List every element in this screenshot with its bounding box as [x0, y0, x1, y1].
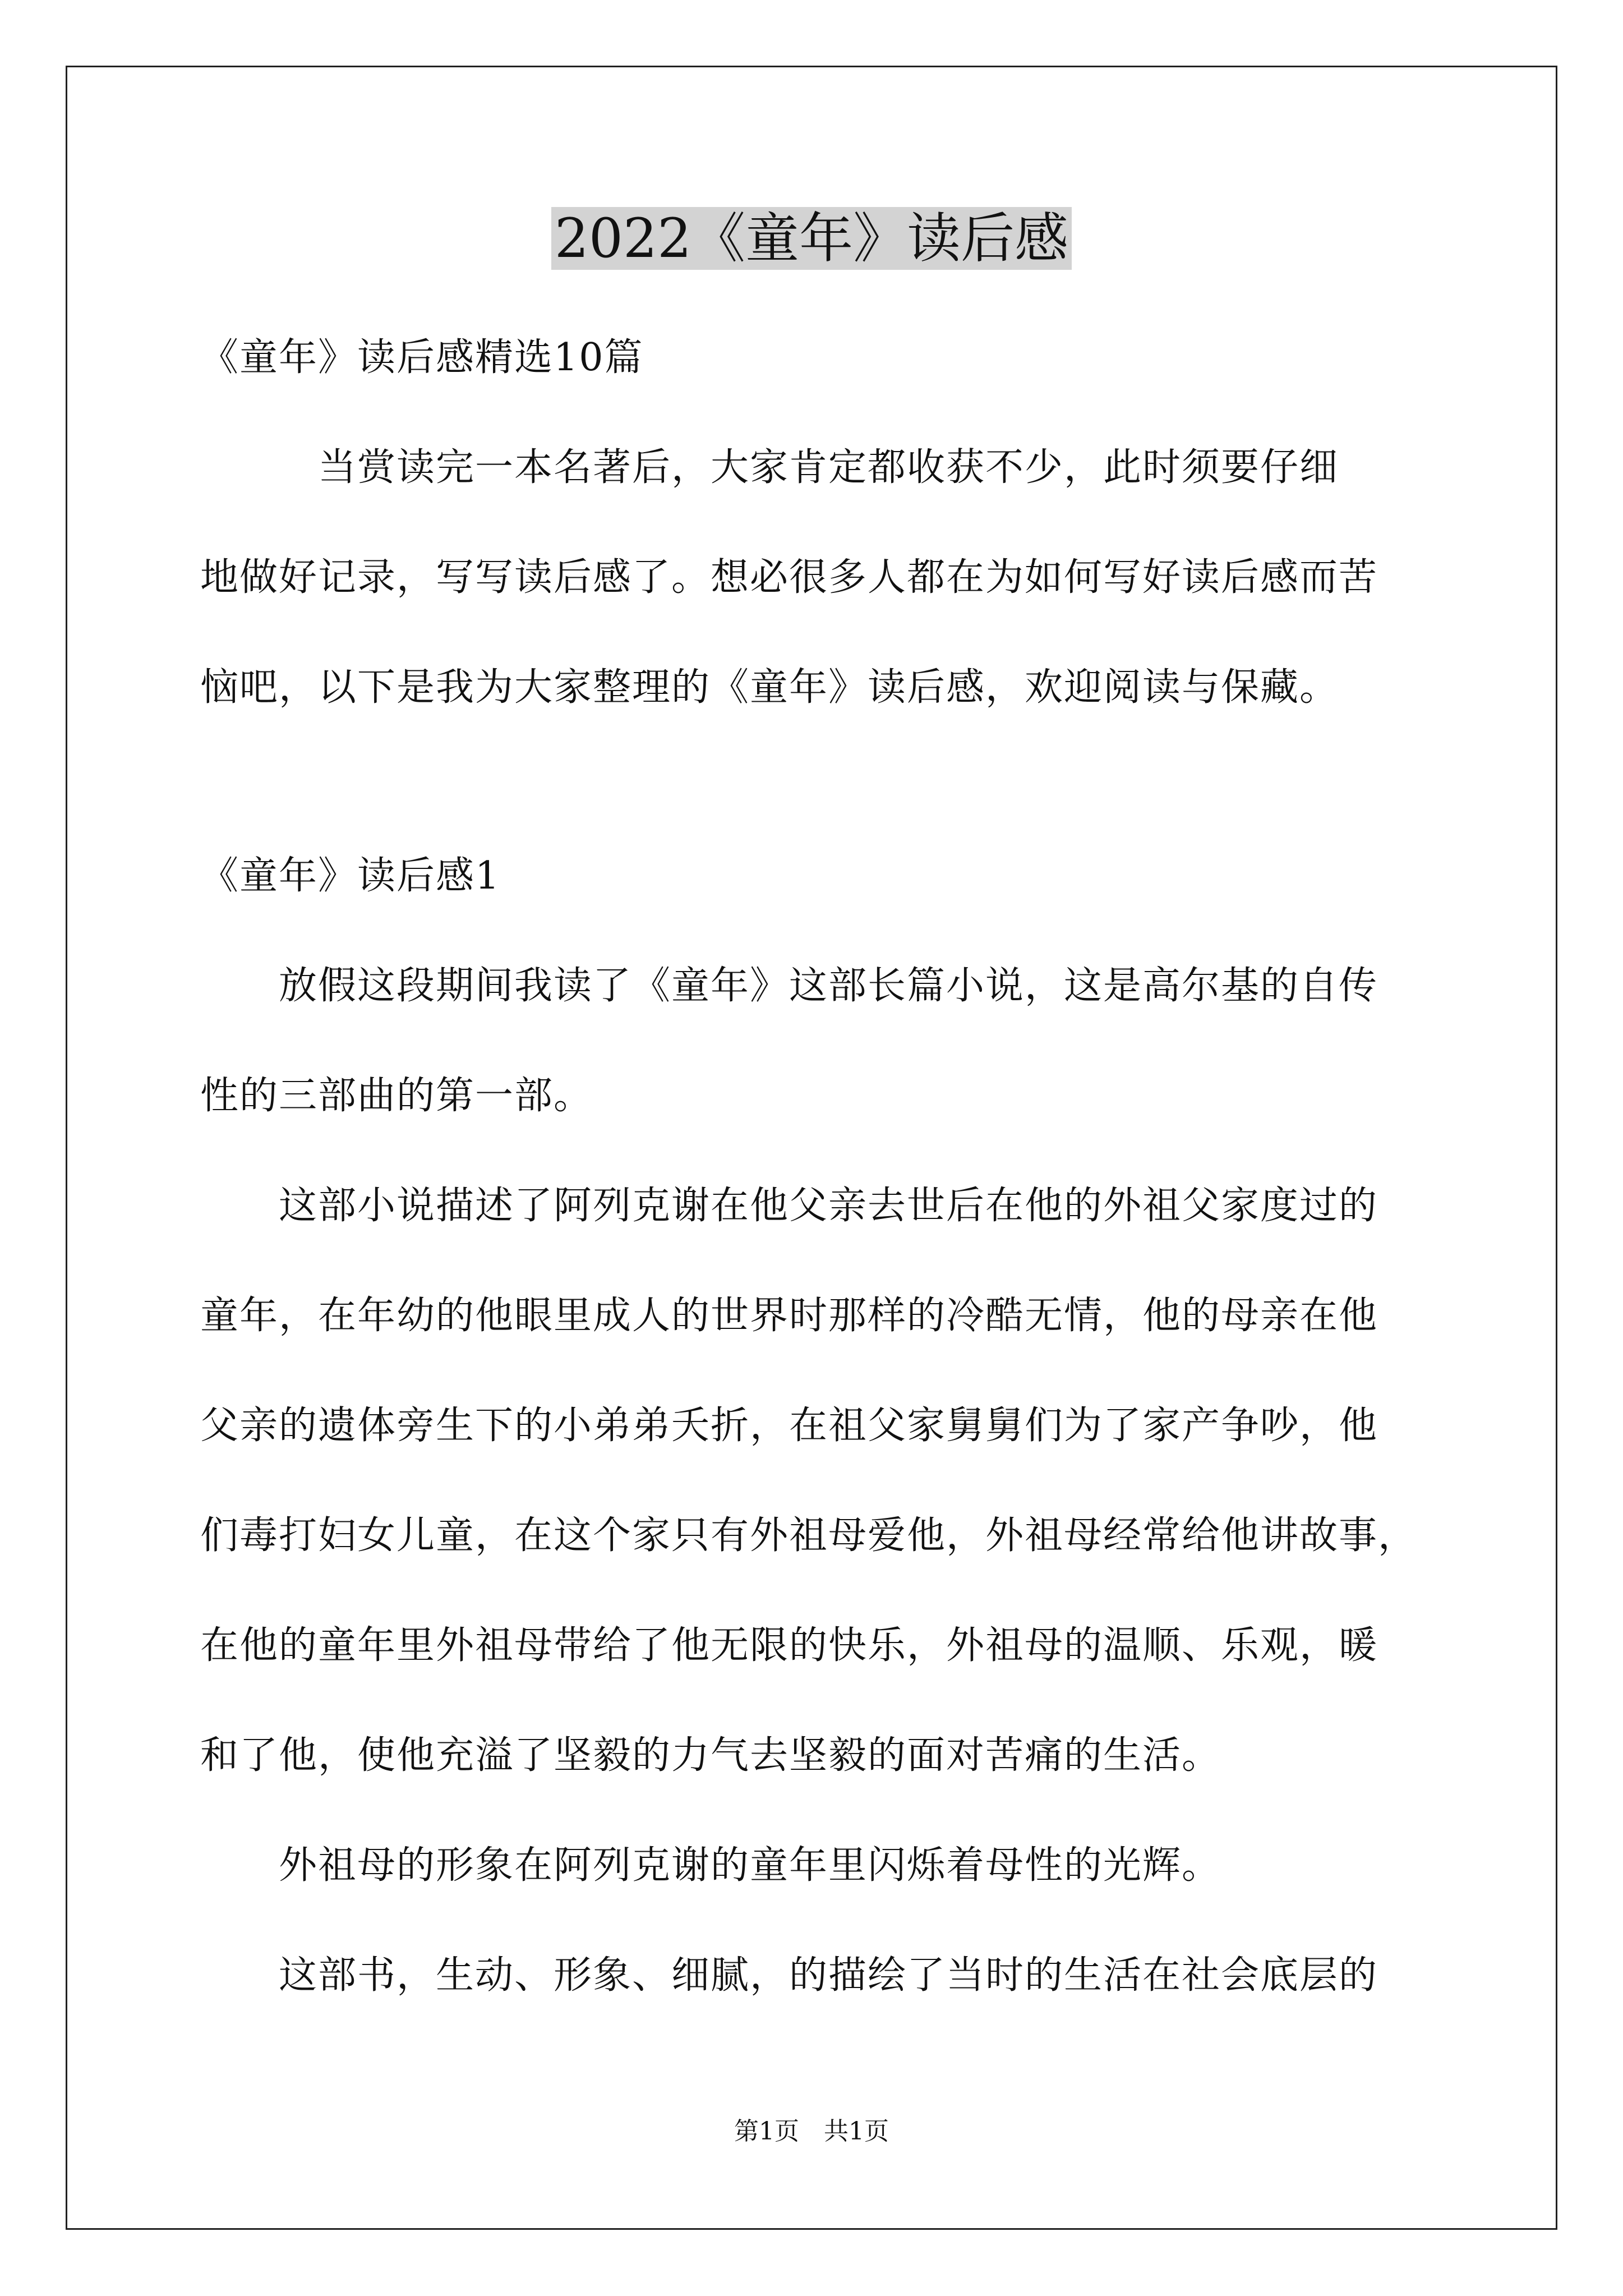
intro-line: 恼吧，以下是我为大家整理的《童年》读后感，欢迎阅读与保藏。 [200, 665, 1339, 710]
body-line: 放假这段期间我读了《童年》这部长篇小说，这是高尔基的自传 [200, 964, 1378, 1008]
body-line: 和了他，使他充溢了坚毅的力气去坚毅的面对苦痛的生活。 [200, 1733, 1221, 1778]
document-body [200, 303, 1434, 2031]
document-title [0, 199, 1623, 278]
page-total: 共1页 [824, 2117, 889, 2146]
page-footer [0, 2115, 1623, 2148]
body-line: 童年，在年幼的他眼里成人的世界时那样的冷酷无情，他的母亲在他 [200, 1294, 1378, 1338]
paragraph-gap [200, 743, 1434, 821]
body-line: 这部小说描述了阿列克谢在他父亲去世后在他的外祖父家度过的 [200, 1184, 1378, 1228]
body-line: 们毒打妇女儿童，在这个家只有外祖母爱他，外祖母经常给他讲故事， [200, 1513, 1418, 1558]
page-number: 第1页 [734, 2117, 799, 2146]
document-title-text: 2022《童年》读后感 [551, 207, 1072, 270]
intro-line: 当赏读完一本名著后，大家肯定都收获不少，此时须要仔细 [200, 445, 1339, 490]
intro-line: 地做好记录，写写读后感了。想必很多人都在为如何写好读后感而苦 [200, 555, 1378, 600]
body-line: 父亲的遗体旁生下的小弟弟夭折，在祖父家舅舅们为了家产争吵，他 [200, 1404, 1378, 1448]
body-line: 这部书，生动、形象、细腻，的描绘了当时的生活在社会底层的 [200, 1953, 1378, 1998]
body-line: 性的三部曲的第一部。 [200, 1074, 593, 1118]
body-line: 在他的童年里外祖母带给了他无限的快乐，外祖母的温顺、乐观，暖 [200, 1623, 1378, 1668]
subtitle: 《童年》读后感精选10篇 [200, 335, 644, 380]
body-line: 外祖母的形象在阿列克谢的童年里闪烁着母性的光辉。 [200, 1843, 1221, 1888]
section-heading: 《童年》读后感1 [200, 854, 501, 898]
